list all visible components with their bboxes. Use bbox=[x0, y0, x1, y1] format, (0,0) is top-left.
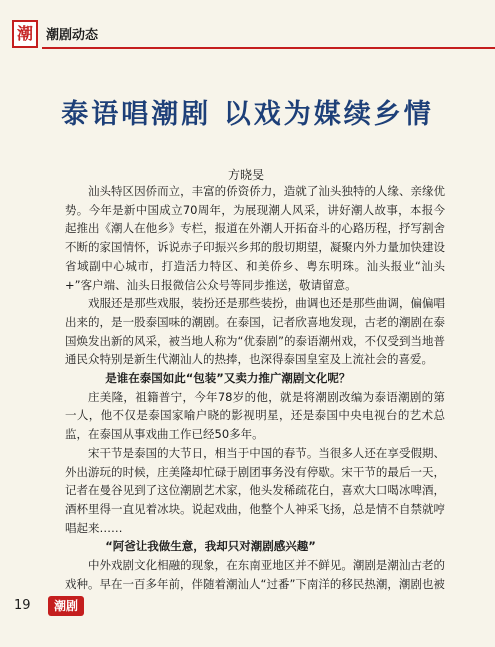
article-body bbox=[65, 182, 445, 593]
page-header bbox=[0, 0, 495, 60]
article-paragraph: 庄美隆，祖籍普宁，今年78岁的他，就是将潮剧改编为泰语潮剧的第一人，他不仅是泰国家喻户晓的影视明星，还是泰国中央电视台的艺术总监，在泰国从事戏曲工作已经50多年。 bbox=[65, 389, 445, 442]
article-title: 泰语唱潮剧 以戏为媒续乡情 bbox=[61, 99, 434, 130]
header-divider bbox=[42, 47, 495, 49]
article-subheading: 是谁在泰国如此“包装”又卖力推广潮剧文化呢？ bbox=[105, 371, 351, 386]
footer-logo: 潮剧 bbox=[48, 596, 84, 616]
magazine-logo: 潮 bbox=[12, 20, 38, 48]
article-paragraph: 汕头特区因侨而立，丰富的侨资侨力，造就了汕头独特的人缘、亲缘优势。今年是新中国成立70周年，为展现潮人风采，讲好潮人故事，本报今起推出《潮人在他乡》专栏，报道在外潮人开拓奋斗的心路历程，抒写割舍不断的家国情怀，诉说赤子印振兴乡邦的殷切期望，凝聚内外力量加快建设省域副中心城市，打造活力特区、和美侨乡、粤东明珠。汕头报业“汕头+”客户端、汕头日报微信公众号等同步推送，敬请留意。 bbox=[65, 184, 445, 292]
section-title: 潮剧动态 bbox=[46, 28, 99, 43]
article-subheading: “阿爸让我做生意，我却只对潮剧感兴趣” bbox=[105, 539, 316, 554]
article-paragraph: 戏服还是那些戏服，装扮还是那些装扮，曲调也还是那些曲调，偏偏唱出来的，是一股泰国味的潮剧。在泰国，记者欣喜地发现，古老的潮剧在泰国焕发出新的风采，被当地人称为“优泰剧”的泰语潮州戏，不仅受到当地普通民众特别是新生代潮汕人的热捧，也深得泰国皇室及上流社会的喜爱。 bbox=[65, 296, 445, 367]
article-author: 方晓旻 bbox=[228, 168, 265, 182]
article-paragraph: 中外戏剧文化相融的现象，在东南亚地区并不鲜见。潮剧是潮汕古老的戏种。早在一百多年前，伴随着潮汕人“过番”下南洋的移民热潮，潮剧也被 bbox=[65, 558, 445, 591]
page-number: 19 bbox=[14, 598, 31, 613]
article-paragraph: 宋干节是泰国的大节日，相当于中国的春节。当很多人还在享受假期、外出游玩的时候，庄美隆却忙碌于剧团事务没有停歇。宋干节的最后一天，记者在曼谷见到了这位潮剧艺术家，他头发稀疏花白，喜欢大口喝冰啤酒，酒杯里得一直见着冰块。说起戏曲，他整个人神采飞扬，总是情不自禁就哼唱起来…… bbox=[65, 445, 445, 535]
